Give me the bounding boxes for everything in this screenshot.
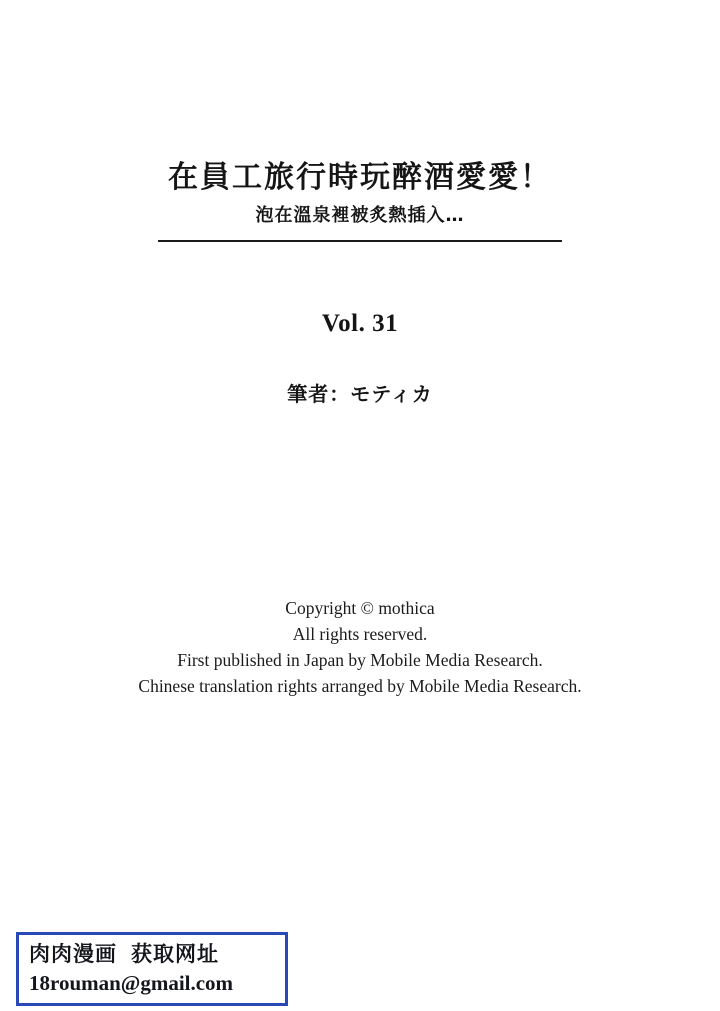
- copyright-line: Chinese translation rights arranged by Mobile Media Research.: [138, 676, 582, 696]
- watermark-title-line: [29, 940, 275, 968]
- copyright-block: [0, 595, 720, 699]
- title-divider: [158, 240, 562, 242]
- copyright-line: All rights reserved.: [292, 624, 428, 644]
- title-block: [0, 160, 720, 242]
- watermark-brand: 肉肉漫画: [29, 942, 117, 966]
- copyright-line: First published in Japan by Mobile Media Research.: [177, 650, 543, 670]
- watermark-badge: [16, 932, 288, 1006]
- watermark-email: 18rouman@gmail.com: [29, 971, 234, 995]
- volume-label: Vol. 31: [321, 310, 399, 337]
- copyright-line: Copyright © mothica: [285, 598, 435, 618]
- page-title: 在員工旅行時玩醉酒愛愛！: [168, 160, 552, 195]
- page-subtitle: 泡在溫泉裡被炙熱插入…: [255, 205, 465, 226]
- author-label: 筆者：モティカ: [287, 382, 433, 406]
- watermark-action: 获取网址: [131, 942, 219, 966]
